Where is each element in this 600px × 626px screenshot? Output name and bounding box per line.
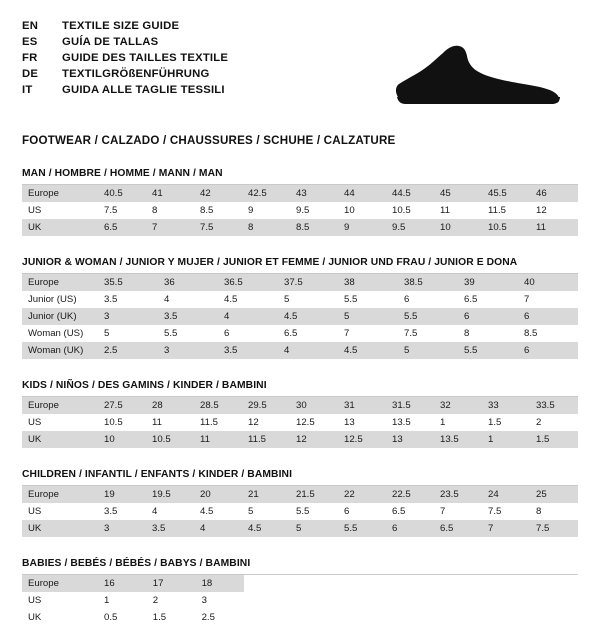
size-cell: 1.5 (530, 431, 578, 448)
size-cell: 1 (434, 414, 482, 431)
size-cell: 19.5 (146, 486, 194, 503)
size-cell: 44 (338, 185, 386, 202)
size-group-babies (22, 558, 578, 626)
size-cell: 6.5 (278, 325, 338, 342)
size-cell: 12 (290, 431, 338, 448)
size-cell: 20 (194, 486, 242, 503)
size-cell: 5 (338, 308, 398, 325)
size-cell: 5.5 (338, 291, 398, 308)
size-cell: 38 (338, 274, 398, 291)
size-cell: 3.5 (158, 308, 218, 325)
size-cell: 10 (98, 431, 146, 448)
size-cell: 10 (434, 219, 482, 236)
group-title: MAN / HOMBRE / HOMME / MANN / MAN (22, 168, 223, 179)
language-row (22, 34, 228, 50)
size-cell: 4.5 (242, 520, 290, 537)
size-cell: 5 (98, 325, 158, 342)
size-cell: 0.5 (98, 609, 147, 626)
size-table (22, 486, 578, 537)
language-code: EN (22, 19, 39, 32)
size-cell: 1.5 (482, 414, 530, 431)
size-cell: 30 (290, 397, 338, 414)
table-row (22, 503, 578, 520)
size-cell: 13 (338, 414, 386, 431)
language-row (22, 50, 228, 66)
size-cell: 4.5 (218, 291, 278, 308)
size-cell: 11 (530, 219, 578, 236)
size-cell: 3.5 (218, 342, 278, 359)
size-cell: 6 (398, 291, 458, 308)
size-cell: 3 (196, 592, 245, 609)
size-cell: 2.5 (196, 609, 245, 626)
size-cell: 35.5 (98, 274, 158, 291)
size-cell: 10 (338, 202, 386, 219)
size-cell: 32 (434, 397, 482, 414)
size-cell: 40 (518, 274, 578, 291)
size-cell: 11.5 (482, 202, 530, 219)
size-group-junior-woman (22, 257, 578, 359)
language-title: GUIDA ALLE TAGLIE TESSILI (62, 83, 225, 96)
table-row (22, 520, 578, 537)
size-cell: 10.5 (386, 202, 434, 219)
size-cell: 4 (218, 308, 278, 325)
size-cell: 13.5 (434, 431, 482, 448)
size-group-man (22, 168, 578, 236)
language-code: FR (22, 51, 38, 64)
size-cell: 8 (242, 219, 290, 236)
size-cell: 5.5 (290, 503, 338, 520)
table-row (22, 274, 578, 291)
row-label: UK (22, 219, 98, 236)
size-cell: 9.5 (290, 202, 338, 219)
size-cell: 7.5 (194, 219, 242, 236)
size-cell: 7.5 (482, 503, 530, 520)
size-cell: 8 (458, 325, 518, 342)
size-cell: 8 (146, 202, 194, 219)
size-cell: 45.5 (482, 185, 530, 202)
size-cell: 5.5 (458, 342, 518, 359)
size-cell: 41 (146, 185, 194, 202)
language-row (22, 66, 228, 82)
size-cell: 22.5 (386, 486, 434, 503)
size-cell: 23.5 (434, 486, 482, 503)
size-cell: 31 (338, 397, 386, 414)
language-title: TEXTILGRÖßENFÜHRUNG (62, 67, 210, 80)
size-cell: 8.5 (518, 325, 578, 342)
row-label: US (22, 503, 98, 520)
group-title: JUNIOR & WOMAN / JUNIOR Y MUJER / JUNIOR ET FEMME / JUNIOR UND FRAU / JUNIOR E DONA (22, 257, 518, 268)
size-cell: 6.5 (434, 520, 482, 537)
size-cell: 3 (158, 342, 218, 359)
language-title: GUÍA DE TALLAS (62, 35, 159, 48)
language-title: TEXTILE SIZE GUIDE (62, 19, 180, 32)
size-cell: 31.5 (386, 397, 434, 414)
size-cell: 7 (338, 325, 398, 342)
size-cell: 6 (458, 308, 518, 325)
size-cell: 5.5 (158, 325, 218, 342)
size-cell: 4.5 (194, 503, 242, 520)
row-label: UK (22, 431, 98, 448)
document-header (22, 18, 578, 118)
size-cell: 6 (338, 503, 386, 520)
size-cell: 6.5 (98, 219, 146, 236)
size-cell: 1 (482, 431, 530, 448)
size-cell: 6 (218, 325, 278, 342)
size-cell: 3.5 (98, 503, 146, 520)
row-label: Woman (US) (22, 325, 98, 342)
table-row (22, 486, 578, 503)
size-cell: 13.5 (386, 414, 434, 431)
size-cell: 33 (482, 397, 530, 414)
size-cell: 28.5 (194, 397, 242, 414)
size-cell: 1.5 (147, 609, 196, 626)
table-row (22, 325, 578, 342)
row-label: US (22, 414, 98, 431)
language-code: ES (22, 35, 38, 48)
size-cell: 7 (518, 291, 578, 308)
size-cell: 42 (194, 185, 242, 202)
size-table (22, 185, 578, 236)
size-cell: 33.5 (530, 397, 578, 414)
language-code: IT (22, 83, 33, 96)
table-row (22, 308, 578, 325)
size-cell: 16 (98, 575, 147, 592)
size-cell: 3 (98, 520, 146, 537)
size-cell: 45 (434, 185, 482, 202)
size-table (22, 575, 244, 626)
size-cell: 11.5 (242, 431, 290, 448)
size-cell: 3 (98, 308, 158, 325)
size-cell: 46 (530, 185, 578, 202)
size-cell: 6 (386, 520, 434, 537)
size-cell: 22 (338, 486, 386, 503)
row-label: UK (22, 609, 98, 626)
size-cell: 4 (158, 291, 218, 308)
size-cell: 8.5 (194, 202, 242, 219)
row-label: Europe (22, 575, 98, 592)
size-cell: 4.5 (338, 342, 398, 359)
size-cell: 6 (518, 308, 578, 325)
size-cell: 4 (278, 342, 338, 359)
table-row (22, 202, 578, 219)
size-cell: 28 (146, 397, 194, 414)
row-label: Europe (22, 397, 98, 414)
size-cell: 39 (458, 274, 518, 291)
size-cell: 43 (290, 185, 338, 202)
row-label: UK (22, 520, 98, 537)
group-title: KIDS / NIÑOS / DES GAMINS / KINDER / BAMBINI (22, 380, 267, 391)
size-cell: 9 (338, 219, 386, 236)
size-cell: 11 (146, 414, 194, 431)
row-label: Junior (UK) (22, 308, 98, 325)
size-cell: 1 (98, 592, 147, 609)
row-label: Europe (22, 185, 98, 202)
size-cell: 37.5 (278, 274, 338, 291)
language-title: GUIDE DES TAILLES TEXTILE (62, 51, 229, 64)
size-cell: 3.5 (146, 520, 194, 537)
size-cell: 5 (278, 291, 338, 308)
size-cell: 29.5 (242, 397, 290, 414)
size-cell: 5.5 (398, 308, 458, 325)
size-cell: 25 (530, 486, 578, 503)
size-table (22, 397, 578, 448)
size-cell: 17 (147, 575, 196, 592)
size-cell: 18 (196, 575, 245, 592)
language-row (22, 18, 228, 34)
row-label: Junior (US) (22, 291, 98, 308)
table-row (22, 575, 244, 592)
size-cell: 7 (146, 219, 194, 236)
size-cell: 27.5 (98, 397, 146, 414)
size-cell: 11 (194, 431, 242, 448)
row-label: US (22, 592, 98, 609)
table-row (22, 342, 578, 359)
size-cell: 3.5 (98, 291, 158, 308)
table-row (22, 219, 578, 236)
group-title: CHILDREN / INFANTIL / ENFANTS / KINDER / BAMBINI (22, 469, 293, 480)
table-row (22, 431, 578, 448)
size-cell: 36 (158, 274, 218, 291)
size-cell: 6.5 (458, 291, 518, 308)
size-group-children (22, 469, 578, 537)
table-row (22, 185, 578, 202)
size-cell: 4.5 (278, 308, 338, 325)
size-cell: 4 (194, 520, 242, 537)
size-cell: 4 (146, 503, 194, 520)
row-label: Europe (22, 274, 98, 291)
size-cell: 11 (434, 202, 482, 219)
table-row (22, 609, 244, 626)
size-cell: 9.5 (386, 219, 434, 236)
row-label: US (22, 202, 98, 219)
table-row (22, 414, 578, 431)
size-cell: 21 (242, 486, 290, 503)
size-cell: 5 (242, 503, 290, 520)
size-cell: 5.5 (338, 520, 386, 537)
size-cell: 2.5 (98, 342, 158, 359)
group-title: BABIES / BEBÉS / BÉBÉS / BABYS / BAMBINI (22, 558, 251, 569)
size-cell: 38.5 (398, 274, 458, 291)
size-cell: 40.5 (98, 185, 146, 202)
size-cell: 5 (398, 342, 458, 359)
row-label: Europe (22, 486, 98, 503)
size-cell: 8.5 (290, 219, 338, 236)
size-cell: 12.5 (338, 431, 386, 448)
table-row (22, 397, 578, 414)
size-cell: 6 (518, 342, 578, 359)
size-cell: 13 (386, 431, 434, 448)
row-label: Woman (UK) (22, 342, 98, 359)
size-cell: 2 (147, 592, 196, 609)
size-cell: 5 (290, 520, 338, 537)
size-cell: 7.5 (98, 202, 146, 219)
size-cell: 12 (530, 202, 578, 219)
language-row (22, 82, 228, 98)
size-cell: 12.5 (290, 414, 338, 431)
size-cell: 10.5 (98, 414, 146, 431)
language-code: DE (22, 67, 39, 80)
size-table (22, 274, 578, 359)
size-cell: 10.5 (482, 219, 530, 236)
size-cell: 44.5 (386, 185, 434, 202)
category-title: FOOTWEAR / CALZADO / CHAUSSURES / SCHUHE / CALZATURE (22, 134, 396, 147)
size-cell: 11.5 (194, 414, 242, 431)
size-cell: 24 (482, 486, 530, 503)
size-cell: 8 (530, 503, 578, 520)
size-cell: 2 (530, 414, 578, 431)
language-title-list (22, 18, 228, 98)
table-row (22, 592, 244, 609)
size-cell: 7.5 (530, 520, 578, 537)
size-cell: 9 (242, 202, 290, 219)
size-cell: 7 (434, 503, 482, 520)
table-row (22, 291, 578, 308)
size-cell: 12 (242, 414, 290, 431)
size-cell: 7.5 (398, 325, 458, 342)
dress-shoe-icon (379, 40, 564, 110)
size-cell: 21.5 (290, 486, 338, 503)
size-cell: 42.5 (242, 185, 290, 202)
size-cell: 19 (98, 486, 146, 503)
size-group-kids (22, 380, 578, 448)
size-cell: 7 (482, 520, 530, 537)
size-cell: 10.5 (146, 431, 194, 448)
size-cell: 6.5 (386, 503, 434, 520)
size-cell: 36.5 (218, 274, 278, 291)
